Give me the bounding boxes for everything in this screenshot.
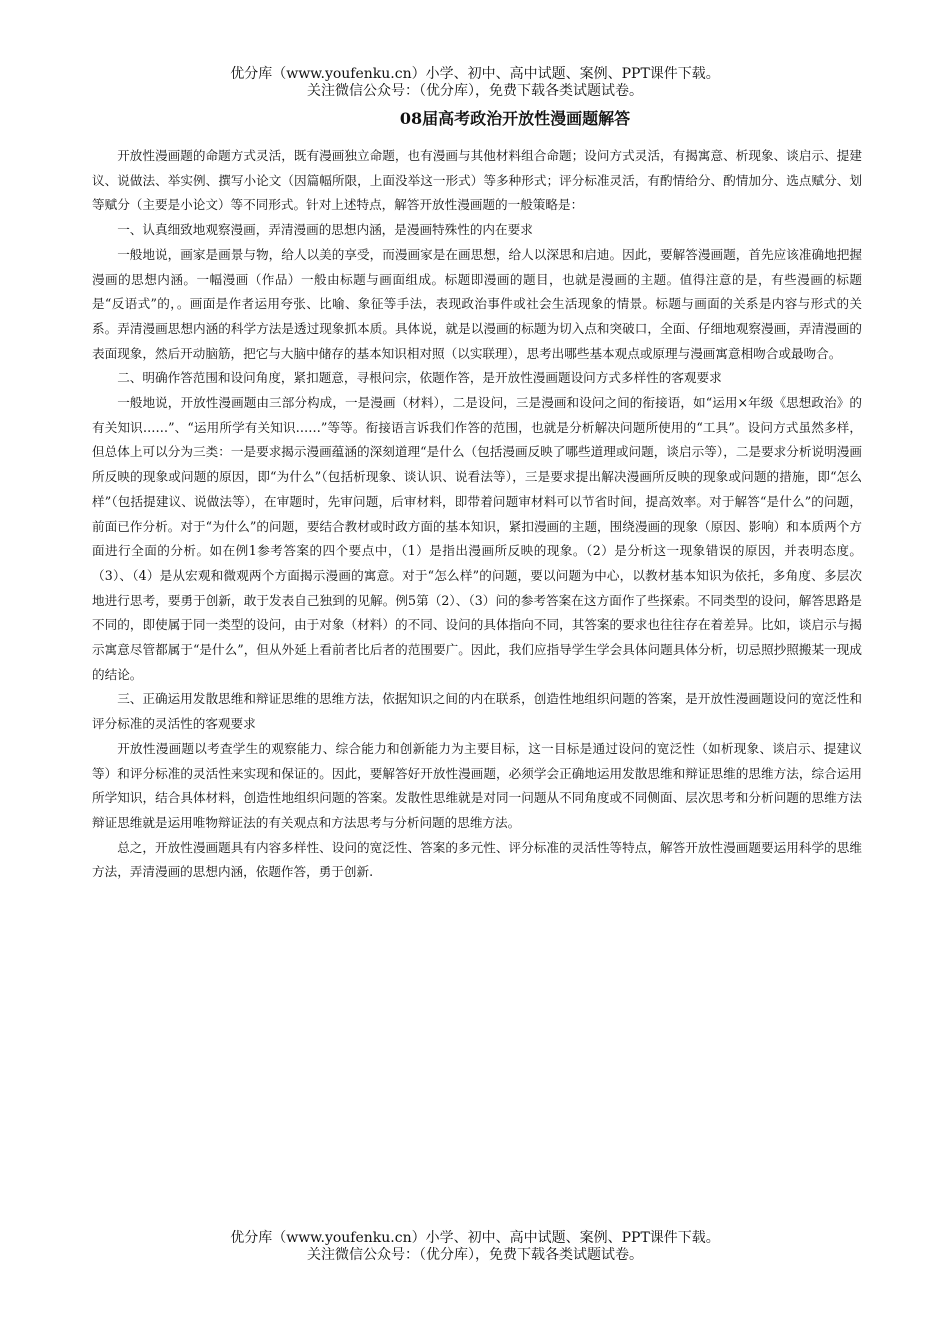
section-3-heading: 三、正确运用发散思维和辩证思维的思维方法，依据知识之间的内在联系，创造性地组织问题的答案，是开放性漫画题设问的宽泛性和评分标准的灵活性的客观要求	[92, 691, 862, 732]
section-2-heading: 二、明确作答范围和设问角度，紧扣题意，寻根问宗，依题作答，是开放性漫画题设问方式多样性的客观要求	[117, 370, 722, 386]
document-title: 08届高考政治开放性漫画题解答	[399, 109, 631, 128]
conclusion-paragraph: 总之，开放性漫画题具有内容多样性、设问的宽泛性、答案的多元性、评分标准的灵活性等特点，解答开放性漫画题要运用科学的思维方法，弄清漫画的思想内涵，依题作答，勇于创新.	[92, 839, 862, 880]
section-1-heading: 一、认真细致地观察漫画，弄清漫画的思想内涵，是漫画特殊性的内在要求	[117, 222, 533, 238]
header-line-1: 优分库（www.youfenku.cn）小学、初中、高中试题、案例、PPT课件下载。	[230, 66, 720, 82]
section-1-paragraph: 一般地说，画家是画景与物，给人以美的享受，而漫画家是在画思想，给人以深思和启迪。因此，要解答漫画题，首先应该准确地把握漫画的思想内涵。一幅漫画（作品）一般由标题与画面组成。标题即漫画的题目，也就是漫画的主题。值得注意的是，有些漫画的标题是“反语式”的，。画面是作者运用夸张、比喻、象征等手法，表现政治事件或社会生活现象的情景。标题与画面的关系是内容与形式的关系。弄清漫画思想内涵的科学方法是透过现象抓本质。具体说，就是以漫画的标题为切入点和突破口，全面、仔细地观察漫画，弄清漫画的表面现象，然后开动脑筋，把它与大脑中储存的基本知识相对照（以实联理），思考出哪些基本观点或原理与漫画寓意相吻合或最吻合。	[92, 246, 862, 361]
intro-paragraph: 开放性漫画题的命题方式灵活，既有漫画独立命题，也有漫画与其他材料组合命题；设问方式灵活，有揭寓意、析现象、谈启示、提建议、说做法、举实例、撰写小论文（因篇幅所限，上面没举这一形式）等多种形式；评分标准灵活，有酌情给分、酌情加分、选点赋分、划等赋分（主要是小论文）等不同形式。针对上述特点，解答开放性漫画题的一般策略是：	[92, 148, 862, 213]
page-footer	[0, 1230, 950, 1264]
header-line-2: 关注微信公众号：（优分库），免费下载各类试题试卷。	[307, 83, 643, 99]
section-3-paragraph: 开放性漫画题以考查学生的观察能力、综合能力和创新能力为主要目标，这一目标是通过设问的宽泛性（如析现象、谈启示、提建议等）和评分标准的灵活性来实现和保证的。因此，要解答好开放性漫画题，必须学会正确地运用发散思维和辩证思维的思维方法，综合运用所学知识，结合具体材料，创造性地组织问题的答案。发散性思维就是对同一问题从不同角度或不同侧面、层次思考和分析问题的思维方法辩证思维就是运用唯物辩证法的有关观点和方法思考与分析问题的思维方法。	[92, 740, 862, 830]
section-2-paragraph: 一般地说，开放性漫画题由三部分构成，一是漫画（材料），二是设问，三是漫画和设问之间的衔接语，如“运用×年级《思想政治》的有关知识……”、“运用所学有关知识……”等等。衔接语言诉我们作答的范围，也就是分析解决问题所使用的“工具”。设问方式虽然多样，但总体上可以分为三类：一是要求揭示漫画蕴涵的深刻道理“是什么（包括漫画反映了哪些道理或问题，谈启示等），二是要求分析说明漫画所反映的现象或问题的原因，即“为什么”（包括析现象、谈认识、说看法等），三是要求提出解决漫画所反映的现象或问题的措施，即“怎么样”（包括提建议、说做法等），在审题时，先审问题，后审材料，即带着问题审材料可以节省时间，提高效率。对于解答“是什么”的问题，前面已作分析。对于“为什么”的问题，要结合教材或时政方面的基本知识，紧扣漫画的主题，围绕漫画的现象（原因、影响）和本质两个方面进行全面的分析。如在例1参考答案的四个要点中，（1）是指出漫画所反映的现象。（2）是分析这一现象错误的原因，并表明态度。（3）、（4）是从宏观和微观两个方面揭示漫画的寓意。对于“怎么样”的问题，要以问题为中心，以教材基本知识为依托，多角度、多层次地进行思考，要勇于创新，敢于发表自己独到的见解。例5第（2）、（3）问的参考答案在这方面作了些探索。不同类型的设问，解答思路是不同的，即使属于同一类型的设问，由于对象（材料）的不同、设问的具体指向不同，其答案的要求也往往存在着差异。比如，谈启示与揭示寓意尽管都属于“是什么”，但从外延上看前者比后者的范围要广。因此，我们应指导学生学会具体问题具体分析，切忌照抄照搬某一现成的结论。	[92, 395, 862, 682]
page-header	[0, 66, 950, 100]
footer-line-1: 优分库（www.youfenku.cn）小学、初中、高中试题、案例、PPT课件下载。	[230, 1230, 720, 1246]
document-body	[92, 144, 862, 885]
footer-line-2: 关注微信公众号：（优分库），免费下载各类试题试卷。	[307, 1247, 643, 1263]
